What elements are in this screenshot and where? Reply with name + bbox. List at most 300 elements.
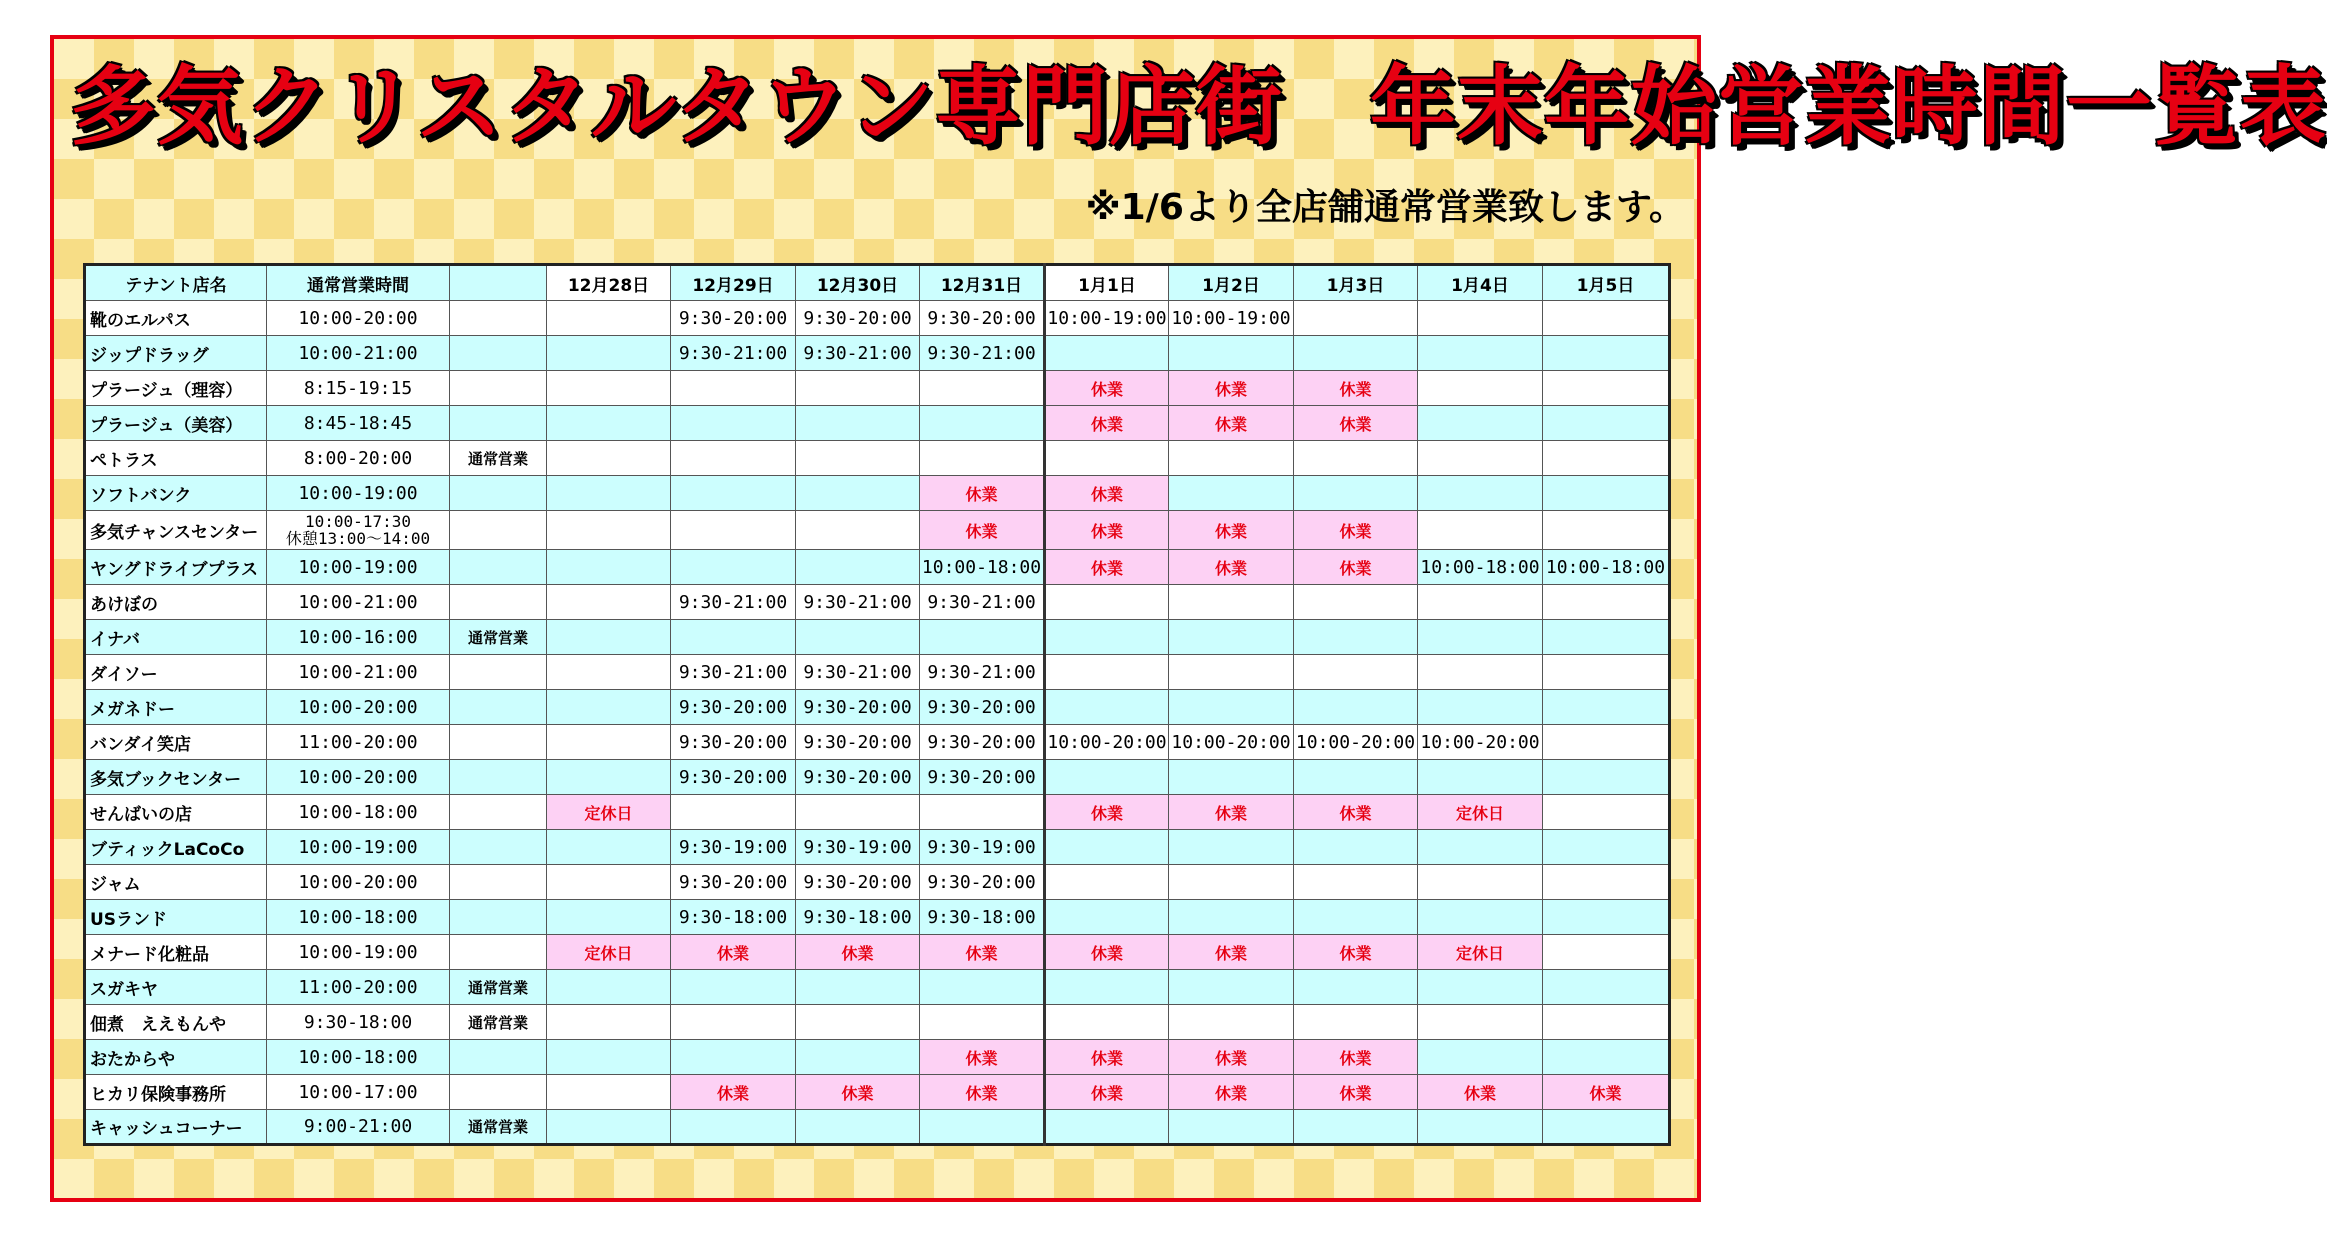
day-hours-cell bbox=[1169, 620, 1294, 655]
store-name-cell: プラージュ（美容） bbox=[85, 406, 267, 441]
closed-day-cell: 休業 bbox=[1169, 1040, 1294, 1075]
column-header: 通常営業時間 bbox=[267, 265, 450, 301]
day-hours-cell bbox=[796, 406, 920, 441]
day-hours-cell: 10:00-19:00 bbox=[1045, 301, 1169, 336]
regular-hours-cell: 10:00-21:00 bbox=[267, 336, 450, 371]
day-hours-cell bbox=[1045, 690, 1169, 725]
day-hours-cell bbox=[1418, 1110, 1543, 1145]
day-hours-cell bbox=[547, 620, 671, 655]
day-hours-cell bbox=[1169, 970, 1294, 1005]
closed-day-cell: 定休日 bbox=[547, 795, 671, 830]
day-hours-cell bbox=[920, 970, 1045, 1005]
day-hours-cell bbox=[1418, 655, 1543, 690]
day-hours-cell bbox=[1045, 1005, 1169, 1040]
note-cell bbox=[450, 830, 547, 865]
day-hours-cell bbox=[547, 476, 671, 511]
day-hours-cell bbox=[547, 585, 671, 620]
closed-day-cell: 休業 bbox=[920, 1040, 1045, 1075]
closed-day-cell: 休業 bbox=[1294, 371, 1418, 406]
day-hours-cell bbox=[547, 441, 671, 476]
closed-day-cell: 休業 bbox=[671, 1075, 796, 1110]
day-hours-cell: 9:30-20:00 bbox=[796, 760, 920, 795]
day-hours-cell bbox=[1543, 476, 1670, 511]
day-hours-cell bbox=[1543, 406, 1670, 441]
regular-hours-cell: 10:00-20:00 bbox=[267, 690, 450, 725]
day-hours-cell bbox=[1543, 935, 1670, 970]
note-cell bbox=[450, 371, 547, 406]
note-cell bbox=[450, 550, 547, 585]
day-hours-cell bbox=[1045, 900, 1169, 935]
closed-day-cell: 休業 bbox=[1045, 795, 1169, 830]
day-hours-cell: 10:00-18:00 bbox=[1543, 550, 1670, 585]
column-header: テナント店名 bbox=[85, 265, 267, 301]
day-hours-cell bbox=[1418, 1040, 1543, 1075]
table-row bbox=[85, 795, 1670, 830]
day-hours-cell bbox=[1045, 1110, 1169, 1145]
table-header-row bbox=[85, 265, 1670, 301]
day-hours-cell bbox=[1045, 760, 1169, 795]
day-hours-cell bbox=[1294, 970, 1418, 1005]
table-row bbox=[85, 760, 1670, 795]
day-hours-cell bbox=[1543, 301, 1670, 336]
regular-hours-cell: 10:00-19:00 bbox=[267, 476, 450, 511]
closed-day-cell: 休業 bbox=[1169, 550, 1294, 585]
column-header: 12月29日 bbox=[671, 265, 796, 301]
day-hours-cell bbox=[547, 970, 671, 1005]
closed-day-cell: 休業 bbox=[1294, 550, 1418, 585]
day-hours-cell bbox=[1418, 620, 1543, 655]
day-hours-cell bbox=[1169, 1110, 1294, 1145]
note-cell bbox=[450, 655, 547, 690]
table-row bbox=[85, 476, 1670, 511]
regular-hours-cell: 10:00-20:00 bbox=[267, 865, 450, 900]
day-hours-cell: 9:30-21:00 bbox=[920, 655, 1045, 690]
note-cell: 通常営業 bbox=[450, 1005, 547, 1040]
day-hours-cell: 9:30-21:00 bbox=[920, 585, 1045, 620]
day-hours-cell bbox=[796, 1110, 920, 1145]
store-name-cell: おたからや bbox=[85, 1040, 267, 1075]
regular-hours-cell: 8:15-19:15 bbox=[267, 371, 450, 406]
closed-day-cell: 休業 bbox=[1045, 1075, 1169, 1110]
column-header: 12月28日 bbox=[547, 265, 671, 301]
day-hours-cell bbox=[1294, 830, 1418, 865]
day-hours-cell bbox=[1418, 865, 1543, 900]
day-hours-cell bbox=[1169, 655, 1294, 690]
day-hours-cell: 9:30-21:00 bbox=[671, 655, 796, 690]
day-hours-cell: 9:30-20:00 bbox=[796, 690, 920, 725]
note-cell bbox=[450, 1040, 547, 1075]
day-hours-cell bbox=[1294, 585, 1418, 620]
day-hours-cell bbox=[1543, 336, 1670, 371]
store-name-cell: ソフトバンク bbox=[85, 476, 267, 511]
closed-day-cell: 休業 bbox=[1045, 371, 1169, 406]
schedule-table-container bbox=[83, 263, 1671, 1146]
closed-day-cell: 休業 bbox=[920, 511, 1045, 550]
day-hours-cell bbox=[547, 550, 671, 585]
regular-hours-text: 10:00-17:30 bbox=[305, 512, 411, 531]
table-row bbox=[85, 970, 1670, 1005]
regular-hours-cell: 10:00-18:00 bbox=[267, 1040, 450, 1075]
day-hours-cell bbox=[1543, 620, 1670, 655]
day-hours-cell: 9:30-20:00 bbox=[671, 725, 796, 760]
closed-day-cell: 休業 bbox=[920, 476, 1045, 511]
day-hours-cell bbox=[920, 441, 1045, 476]
table-row bbox=[85, 301, 1670, 336]
store-name-cell: キャッシュコーナー bbox=[85, 1110, 267, 1145]
break-time-text: 休憩13:00～14:00 bbox=[285, 529, 431, 548]
closed-day-cell: 定休日 bbox=[1418, 795, 1543, 830]
day-hours-cell bbox=[1543, 441, 1670, 476]
note-cell bbox=[450, 690, 547, 725]
regular-hours-cell: 9:00-21:00 bbox=[267, 1110, 450, 1145]
day-hours-cell bbox=[1543, 795, 1670, 830]
column-header: 12月31日 bbox=[920, 265, 1045, 301]
regular-hours-cell: 10:00-20:00 bbox=[267, 301, 450, 336]
table-row bbox=[85, 371, 1670, 406]
note-cell bbox=[450, 760, 547, 795]
day-hours-cell bbox=[796, 795, 920, 830]
table-row bbox=[85, 1075, 1670, 1110]
day-hours-cell bbox=[1045, 336, 1169, 371]
closed-day-cell: 休業 bbox=[1169, 371, 1294, 406]
day-hours-cell bbox=[1543, 760, 1670, 795]
day-hours-cell bbox=[796, 371, 920, 406]
regular-hours-cell: 11:00-20:00 bbox=[267, 970, 450, 1005]
table-row bbox=[85, 1040, 1670, 1075]
regular-hours-cell: 10:00-19:00 bbox=[267, 550, 450, 585]
regular-hours-cell: 10:00-17:00 bbox=[267, 1075, 450, 1110]
day-hours-cell bbox=[1543, 865, 1670, 900]
day-hours-cell: 10:00-20:00 bbox=[1294, 725, 1418, 760]
day-hours-cell bbox=[1418, 690, 1543, 725]
store-name-cell: プラージュ（理容） bbox=[85, 371, 267, 406]
day-hours-cell bbox=[1294, 301, 1418, 336]
day-hours-cell: 9:30-20:00 bbox=[920, 301, 1045, 336]
day-hours-cell bbox=[1169, 585, 1294, 620]
day-hours-cell bbox=[1294, 900, 1418, 935]
closed-day-cell: 休業 bbox=[1045, 511, 1169, 550]
day-hours-cell bbox=[1543, 655, 1670, 690]
day-hours-cell bbox=[1294, 441, 1418, 476]
day-hours-cell bbox=[1543, 1005, 1670, 1040]
day-hours-cell: 9:30-20:00 bbox=[796, 301, 920, 336]
table-row bbox=[85, 725, 1670, 760]
day-hours-cell bbox=[671, 550, 796, 585]
day-hours-cell: 9:30-20:00 bbox=[920, 725, 1045, 760]
day-hours-cell bbox=[1418, 760, 1543, 795]
schedule-table bbox=[83, 263, 1671, 1146]
day-hours-cell bbox=[547, 725, 671, 760]
closed-day-cell: 定休日 bbox=[1418, 935, 1543, 970]
regular-hours-cell: 8:45-18:45 bbox=[267, 406, 450, 441]
closed-day-cell: 休業 bbox=[671, 935, 796, 970]
regular-hours-cell: 11:00-20:00 bbox=[267, 725, 450, 760]
store-name-cell: スガキヤ bbox=[85, 970, 267, 1005]
day-hours-cell: 9:30-20:00 bbox=[671, 865, 796, 900]
day-hours-cell: 9:30-21:00 bbox=[920, 336, 1045, 371]
table-row bbox=[85, 655, 1670, 690]
day-hours-cell bbox=[547, 760, 671, 795]
day-hours-cell: 9:30-20:00 bbox=[796, 725, 920, 760]
day-hours-cell: 9:30-20:00 bbox=[920, 865, 1045, 900]
day-hours-cell bbox=[547, 690, 671, 725]
day-hours-cell bbox=[1543, 725, 1670, 760]
note-cell bbox=[450, 336, 547, 371]
table-row bbox=[85, 1005, 1670, 1040]
table-row bbox=[85, 900, 1670, 935]
day-hours-cell: 10:00-19:00 bbox=[1169, 301, 1294, 336]
closed-day-cell: 休業 bbox=[1169, 406, 1294, 441]
day-hours-cell bbox=[1294, 690, 1418, 725]
day-hours-cell bbox=[1418, 476, 1543, 511]
day-hours-cell bbox=[1169, 1005, 1294, 1040]
closed-day-cell: 定休日 bbox=[547, 935, 671, 970]
closed-day-cell: 休業 bbox=[1294, 511, 1418, 550]
table-row bbox=[85, 336, 1670, 371]
day-hours-cell bbox=[1543, 830, 1670, 865]
table-body bbox=[85, 301, 1670, 1145]
note-cell bbox=[450, 795, 547, 830]
table-row bbox=[85, 935, 1670, 970]
day-hours-cell bbox=[1543, 690, 1670, 725]
day-hours-cell bbox=[1294, 620, 1418, 655]
regular-hours-cell bbox=[267, 511, 450, 550]
day-hours-cell bbox=[547, 336, 671, 371]
day-hours-cell bbox=[1294, 336, 1418, 371]
regular-hours-cell: 10:00-16:00 bbox=[267, 620, 450, 655]
day-hours-cell bbox=[1418, 585, 1543, 620]
day-hours-cell bbox=[1543, 970, 1670, 1005]
poster-title: 多気クリスタルタウン専門店街 年末年始営業時間一覧表 bbox=[70, 57, 2327, 157]
day-hours-cell bbox=[1418, 970, 1543, 1005]
store-name-cell: イナバ bbox=[85, 620, 267, 655]
day-hours-cell bbox=[671, 476, 796, 511]
closed-day-cell: 休業 bbox=[920, 935, 1045, 970]
day-hours-cell bbox=[547, 1110, 671, 1145]
day-hours-cell: 10:00-20:00 bbox=[1418, 725, 1543, 760]
store-name-cell: ブティックLaCoCo bbox=[85, 830, 267, 865]
day-hours-cell bbox=[1294, 760, 1418, 795]
day-hours-cell bbox=[1169, 760, 1294, 795]
table-row bbox=[85, 511, 1670, 550]
day-hours-cell bbox=[920, 620, 1045, 655]
day-hours-cell: 9:30-20:00 bbox=[671, 760, 796, 795]
table-row bbox=[85, 550, 1670, 585]
day-hours-cell bbox=[671, 620, 796, 655]
day-hours-cell bbox=[1543, 1040, 1670, 1075]
day-hours-cell bbox=[1169, 830, 1294, 865]
day-hours-cell: 9:30-21:00 bbox=[796, 336, 920, 371]
note-cell bbox=[450, 1075, 547, 1110]
closed-day-cell: 休業 bbox=[1294, 935, 1418, 970]
day-hours-cell bbox=[547, 511, 671, 550]
regular-hours-cell: 8:00-20:00 bbox=[267, 441, 450, 476]
column-header: 1月4日 bbox=[1418, 265, 1543, 301]
day-hours-cell bbox=[671, 970, 796, 1005]
day-hours-cell: 9:30-19:00 bbox=[796, 830, 920, 865]
day-hours-cell bbox=[796, 620, 920, 655]
day-hours-cell bbox=[920, 371, 1045, 406]
store-name-cell: ペトラス bbox=[85, 441, 267, 476]
day-hours-cell: 9:30-21:00 bbox=[796, 585, 920, 620]
note-cell: 通常営業 bbox=[450, 441, 547, 476]
day-hours-cell bbox=[1169, 476, 1294, 511]
store-name-cell: メガネドー bbox=[85, 690, 267, 725]
day-hours-cell bbox=[1045, 865, 1169, 900]
note-cell bbox=[450, 301, 547, 336]
note-cell bbox=[450, 406, 547, 441]
note-cell bbox=[450, 935, 547, 970]
day-hours-cell bbox=[796, 511, 920, 550]
day-hours-cell: 9:30-20:00 bbox=[671, 301, 796, 336]
regular-hours-cell: 10:00-21:00 bbox=[267, 655, 450, 690]
table-row bbox=[85, 690, 1670, 725]
closed-day-cell: 休業 bbox=[1045, 476, 1169, 511]
day-hours-cell: 10:00-20:00 bbox=[1045, 725, 1169, 760]
closed-day-cell: 休業 bbox=[1418, 1075, 1543, 1110]
day-hours-cell bbox=[1045, 441, 1169, 476]
store-name-cell: 靴のエルパス bbox=[85, 301, 267, 336]
note-cell: 通常営業 bbox=[450, 620, 547, 655]
column-header: 12月30日 bbox=[796, 265, 920, 301]
day-hours-cell bbox=[1045, 585, 1169, 620]
day-hours-cell bbox=[547, 1005, 671, 1040]
regular-hours-cell: 10:00-20:00 bbox=[267, 760, 450, 795]
day-hours-cell: 9:30-19:00 bbox=[920, 830, 1045, 865]
table-row bbox=[85, 620, 1670, 655]
store-name-cell: あけぼの bbox=[85, 585, 267, 620]
day-hours-cell bbox=[1045, 620, 1169, 655]
day-hours-cell: 9:30-20:00 bbox=[796, 865, 920, 900]
day-hours-cell bbox=[671, 371, 796, 406]
regular-hours-cell: 9:30-18:00 bbox=[267, 1005, 450, 1040]
regular-hours-cell: 10:00-21:00 bbox=[267, 585, 450, 620]
day-hours-cell bbox=[796, 1005, 920, 1040]
day-hours-cell: 9:30-18:00 bbox=[920, 900, 1045, 935]
table-row bbox=[85, 1110, 1670, 1145]
day-hours-cell: 10:00-20:00 bbox=[1169, 725, 1294, 760]
closed-day-cell: 休業 bbox=[796, 935, 920, 970]
day-hours-cell bbox=[796, 476, 920, 511]
day-hours-cell bbox=[547, 301, 671, 336]
day-hours-cell bbox=[1418, 511, 1543, 550]
day-hours-cell: 9:30-20:00 bbox=[920, 690, 1045, 725]
day-hours-cell bbox=[671, 795, 796, 830]
day-hours-cell bbox=[671, 1040, 796, 1075]
day-hours-cell bbox=[671, 441, 796, 476]
day-hours-cell bbox=[796, 550, 920, 585]
day-hours-cell bbox=[796, 970, 920, 1005]
note-cell bbox=[450, 511, 547, 550]
day-hours-cell bbox=[671, 406, 796, 441]
day-hours-cell bbox=[1418, 830, 1543, 865]
day-hours-cell: 9:30-21:00 bbox=[671, 336, 796, 371]
regular-hours-cell: 10:00-19:00 bbox=[267, 935, 450, 970]
closed-day-cell: 休業 bbox=[1045, 935, 1169, 970]
regular-hours-cell: 10:00-18:00 bbox=[267, 900, 450, 935]
day-hours-cell: 9:30-20:00 bbox=[920, 760, 1045, 795]
day-hours-cell: 9:30-20:00 bbox=[671, 690, 796, 725]
closed-day-cell: 休業 bbox=[1543, 1075, 1670, 1110]
regular-hours-cell: 10:00-19:00 bbox=[267, 830, 450, 865]
column-header: 1月1日 bbox=[1045, 265, 1169, 301]
notice-text: ※1/6より全店舗通常営業致します。 bbox=[1085, 187, 1685, 228]
closed-day-cell: 休業 bbox=[1169, 511, 1294, 550]
store-name-cell: ヤングドライブプラス bbox=[85, 550, 267, 585]
closed-day-cell: 休業 bbox=[920, 1075, 1045, 1110]
day-hours-cell: 9:30-18:00 bbox=[671, 900, 796, 935]
day-hours-cell bbox=[1418, 1005, 1543, 1040]
day-hours-cell bbox=[547, 655, 671, 690]
table-row bbox=[85, 406, 1670, 441]
day-hours-cell bbox=[920, 1110, 1045, 1145]
day-hours-cell bbox=[547, 406, 671, 441]
day-hours-cell bbox=[1543, 371, 1670, 406]
day-hours-cell bbox=[1169, 865, 1294, 900]
store-name-cell: せんばいの店 bbox=[85, 795, 267, 830]
closed-day-cell: 休業 bbox=[1294, 795, 1418, 830]
note-cell bbox=[450, 585, 547, 620]
store-name-cell: 多気チャンスセンター bbox=[85, 511, 267, 550]
store-name-cell: メナード化粧品 bbox=[85, 935, 267, 970]
note-cell: 通常営業 bbox=[450, 970, 547, 1005]
store-name-cell: ジャム bbox=[85, 865, 267, 900]
day-hours-cell bbox=[1543, 900, 1670, 935]
day-hours-cell bbox=[1418, 371, 1543, 406]
note-cell bbox=[450, 865, 547, 900]
note-cell: 通常営業 bbox=[450, 1110, 547, 1145]
day-hours-cell bbox=[1169, 336, 1294, 371]
day-hours-cell: 9:30-18:00 bbox=[796, 900, 920, 935]
day-hours-cell bbox=[671, 1110, 796, 1145]
table-row bbox=[85, 441, 1670, 476]
day-hours-cell bbox=[1045, 970, 1169, 1005]
column-header bbox=[450, 265, 547, 301]
store-name-cell: 多気ブックセンター bbox=[85, 760, 267, 795]
note-cell bbox=[450, 476, 547, 511]
day-hours-cell bbox=[671, 511, 796, 550]
store-name-cell: ダイソー bbox=[85, 655, 267, 690]
store-name-cell: USランド bbox=[85, 900, 267, 935]
day-hours-cell bbox=[547, 865, 671, 900]
store-name-cell: バンダイ笑店 bbox=[85, 725, 267, 760]
day-hours-cell bbox=[1169, 441, 1294, 476]
day-hours-cell bbox=[796, 1040, 920, 1075]
day-hours-cell bbox=[1418, 441, 1543, 476]
day-hours-cell bbox=[1294, 1110, 1418, 1145]
closed-day-cell: 休業 bbox=[1294, 406, 1418, 441]
closed-day-cell: 休業 bbox=[1045, 406, 1169, 441]
day-hours-cell bbox=[547, 1040, 671, 1075]
day-hours-cell bbox=[1418, 406, 1543, 441]
day-hours-cell bbox=[1294, 865, 1418, 900]
column-header: 1月2日 bbox=[1169, 265, 1294, 301]
day-hours-cell: 10:00-18:00 bbox=[920, 550, 1045, 585]
column-header: 1月3日 bbox=[1294, 265, 1418, 301]
day-hours-cell: 9:30-21:00 bbox=[796, 655, 920, 690]
day-hours-cell bbox=[1294, 476, 1418, 511]
store-name-cell: ジップドラッグ bbox=[85, 336, 267, 371]
day-hours-cell bbox=[1543, 585, 1670, 620]
day-hours-cell bbox=[920, 406, 1045, 441]
day-hours-cell bbox=[1418, 336, 1543, 371]
closed-day-cell: 休業 bbox=[1294, 1040, 1418, 1075]
day-hours-cell bbox=[796, 441, 920, 476]
day-hours-cell bbox=[920, 795, 1045, 830]
closed-day-cell: 休業 bbox=[796, 1075, 920, 1110]
store-name-cell: ヒカリ保険事務所 bbox=[85, 1075, 267, 1110]
closed-day-cell: 休業 bbox=[1045, 1040, 1169, 1075]
